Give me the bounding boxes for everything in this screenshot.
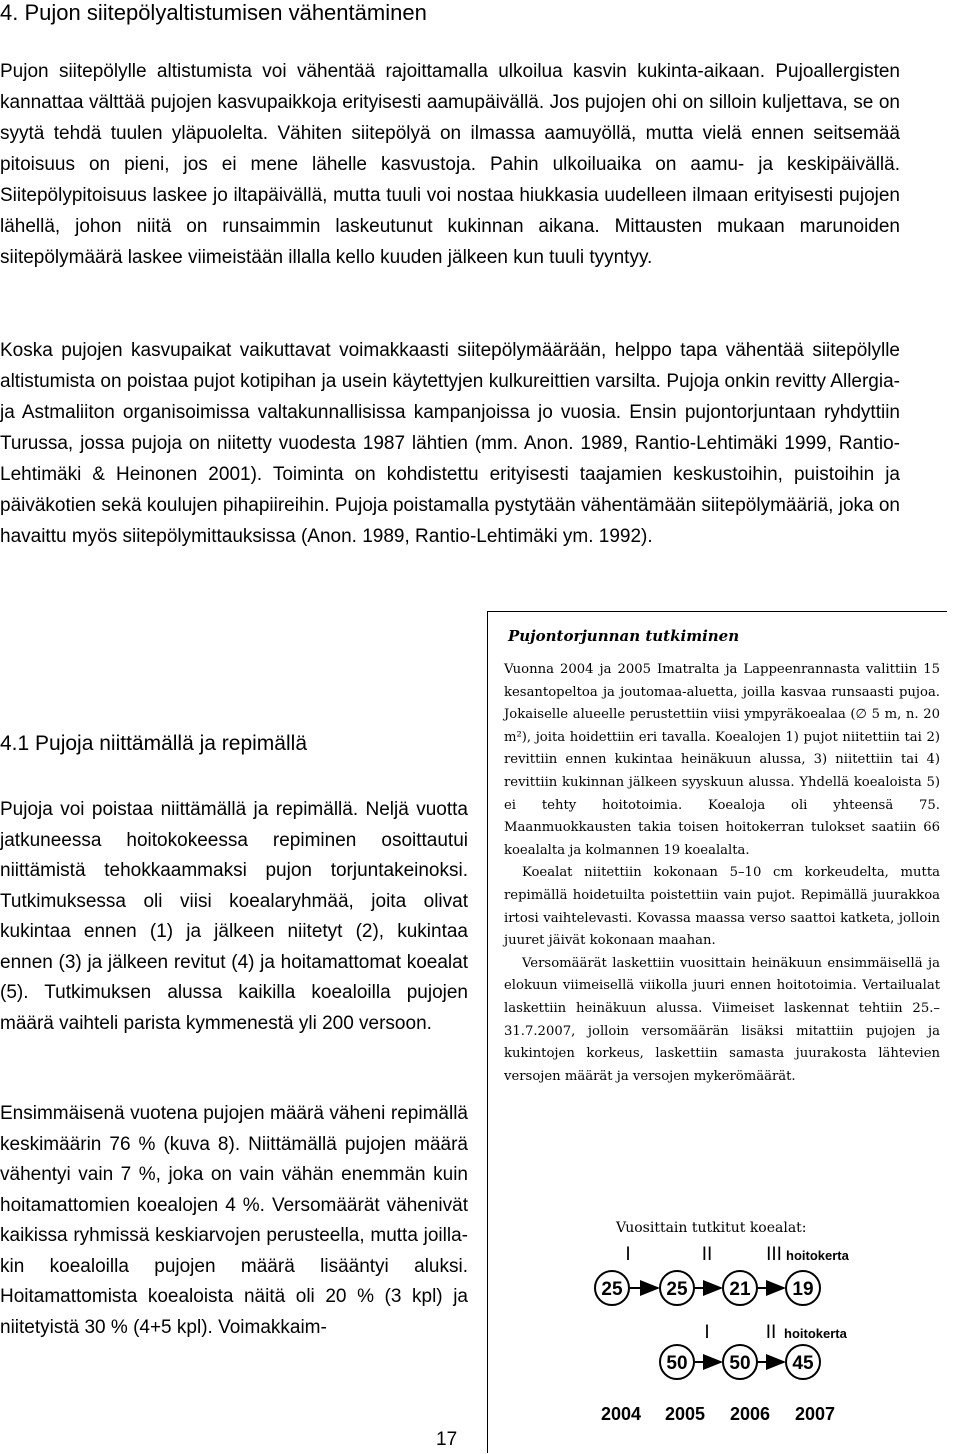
page-number: 17 xyxy=(436,1429,458,1450)
sidebar-title: Pujontorjunnan tutkiminen xyxy=(508,627,740,645)
year-2005: 2005 xyxy=(664,1404,706,1424)
row2-suffix: hoitokerta xyxy=(784,1326,847,1341)
control-paragraph: Koska pujojen kasvupaikat vaikuttavat voimakkaasti siitepölymäärään, helppo tapa vähentää siitepölylle altistumista on poistaa pujot kotipihan ja usein käytettyjen kulkureittien varsilta. Pujoja onkin revitty Allergia- ja Astmaliiton organisoimissa valtakunnallisissa kampanjoissa jo vuosia. Ensin pujontorjuntaan ryhdyttiin Turussa, jossa pujoja on niitetty vuodesta 1987 lähtien (mm. Anon. 1989, Rantio-Lehtimäki 1999, Rantio-Lehtimäki & Heinonen 2001). Toiminta on kohdistettu erityisesti taajamien keskustoihin, puistoihin ja päiväkotien sekä koulujen pihapiireihin. Pujoja poistamalla pystytään vähentämään siitepölymääriä, joka on havaittu myös siitepölymittauksissa (Anon. 1989, Rantio-Lehtimäki ym. 1992). xyxy=(0,340,900,547)
row1-numeral-1: I xyxy=(625,1244,631,1265)
row2-circle-1 xyxy=(660,1345,694,1379)
row2-circle-2 xyxy=(723,1345,757,1379)
diagram-title: Vuosittain tutkitut koealat: xyxy=(616,1220,807,1236)
row1-count-3: 21 xyxy=(729,1279,751,1300)
row1-numeral-3: III xyxy=(766,1244,782,1265)
intro-paragraph: Pujon siitepölylle altistumista voi vähentää rajoittamalla ulkoilua kasvin kukinta-aikaan. Pujoallergisten kannattaa välttää pujojen kasvupaikkoja erityisesti aamupäivällä. Jos pujojen ohi on silloin kuljettava, se on syytä tehdä tuulen yläpuolelta. Vähiten siitepölyä on ilmassa aamuyöllä, mutta vielä ennen seitsemää pitoisuus on pieni, jos ei mene lähelle kasvustoja. Pahin ulkoiluaika on aamu- ja keskipäivällä. Siitepölypitoisuus laskee jo iltapäivällä, mutta tuuli voi nostaa hiukkasia uudelleen ilmaan erityisesti pujojen lähellä, johon niitä on runsaimmin laskeutunut kukinnan aikana. Mittausten mukaan marunoiden siitepölymäärä laskee viimeistään illalla kello kuuden jälkeen kun tuuli tyyntyy. xyxy=(0,61,900,268)
row1-count-4: 19 xyxy=(792,1279,814,1300)
row1-circle-4 xyxy=(786,1271,820,1305)
row1-numeral-2: II xyxy=(701,1244,713,1265)
row2-numeral-2: II xyxy=(765,1322,777,1343)
row1-suffix: hoitokerta xyxy=(786,1248,849,1263)
row2-count-2: 50 xyxy=(729,1353,751,1374)
sidebar-paragraph-2: Koealat niitettiin kokonaan 5–10 cm korkeudelta, mutta repimällä hoidetuilta poistettiin vain pujot. Repimällä juurakkoa irtosi vaihtelevasti. Kovassa maassa verso saattoi katketa, jolloin juuret jäivät kokonaan maahan. xyxy=(504,865,940,949)
subsection-heading: 4.1 Pujoja niittämällä ja repimällä xyxy=(0,732,307,755)
sidebar-paragraph-3: Versomäärät laskettiin vuosittain heinäkuun ensimmäisellä ja elokuun viimeisellä viikolla juuri ennen hoitotoimia. Vertailualat laskettiin heinäkuun alussa. Viimeiset laskennat tehtiin 25.–31.7.2007, jolloin versomäärän lisäksi mitattiin pujojen ja kukintojen korkeus, laskettiin samasta juurakosta lähtevien versojen määrät ja versojen mykerömäärät. xyxy=(504,955,940,1084)
row2-count-1: 50 xyxy=(666,1353,688,1374)
year-2006: 2006 xyxy=(729,1404,771,1424)
row1-count-1: 25 xyxy=(601,1279,623,1300)
row1-circle-2 xyxy=(660,1271,694,1305)
row2-circle-3 xyxy=(786,1345,820,1379)
column-paragraph-1: Pujoja voi poistaa niittämällä ja repimällä. Neljä vuotta jatkuneessa hoitokokeessa repiminen osoittautui niittämistä tehokkaammaksi pujon torjuntakeinoksi. Tutkimuksessa oli viisi koealaryhmää, joita olivat kukintaa ennen (1) ja jälkeen niitetyt (2), kukintaa ennen (3) ja jälkeen revitut (4) ja hoitamattomat koealat (5). Tutkimuksen alussa kaikilla koealoilla pujojen määrä vaihteli parista kymmenestä yli 200 versoon. xyxy=(0,799,468,1034)
section-heading: 4. Pujon siitepölyaltistumisen vähentäminen xyxy=(0,0,427,25)
row1-circle-3 xyxy=(723,1271,757,1305)
row2-count-3: 45 xyxy=(792,1353,814,1374)
year-2007: 2007 xyxy=(794,1404,836,1424)
year-2004: 2004 xyxy=(600,1404,642,1424)
plots-diagram xyxy=(488,612,948,1454)
sidebar-paragraph-1: Vuonna 2004 ja 2005 Imatralta ja Lappeenrannasta valittiin 15 kesantopeltoa ja joutomaa-aluetta, joilla kasvaa runsaasti pujoa. Jokaiselle alueelle perustettiin viisi ympyräkoealaa (∅ 5 m, n. 20 m²), joita hoidettiin eri tavalla. Koealojen 1) pujot niitettiin tai 2) revittiin ennen kukintaa heinäkuun alussa, 3) niitettiin tai 4) revittiin kukinnan jälkeen syyskuun alussa. Yhdellä koealoista 5) ei tehty hoitotoimia. Koealoja oli yhteensä 75. Maanmuokkausten takia toisen hoitokerran tulokset saatiin 66 koealalta ja kolmannen 19 koealalta. xyxy=(504,662,940,858)
row1-circle-1 xyxy=(595,1271,629,1305)
row1-count-2: 25 xyxy=(666,1279,688,1300)
sidebar-box xyxy=(487,611,947,1453)
row2-numeral-1: I xyxy=(704,1322,710,1343)
column-paragraph-2: Ensimmäisenä vuotena pujojen määrä väheni repimällä keskimäärin 76 % (kuva 8). Niittämällä pujojen määrä vähentyi vain 7 %, joka on vain vähän enemmän kuin hoitamattomien koealojen 4 %. Versomäärät vähenivät kaikissa ryhmissä keskiarvojen perusteella, mutta joillakin koealoilla pujojen määrä lisääntyi aluksi. Hoitamattomista koealoista näitä oli 20 % (3 kpl) ja niitetyistä 30 % (4+5 kpl). Voimakkaim- xyxy=(0,1103,468,1338)
